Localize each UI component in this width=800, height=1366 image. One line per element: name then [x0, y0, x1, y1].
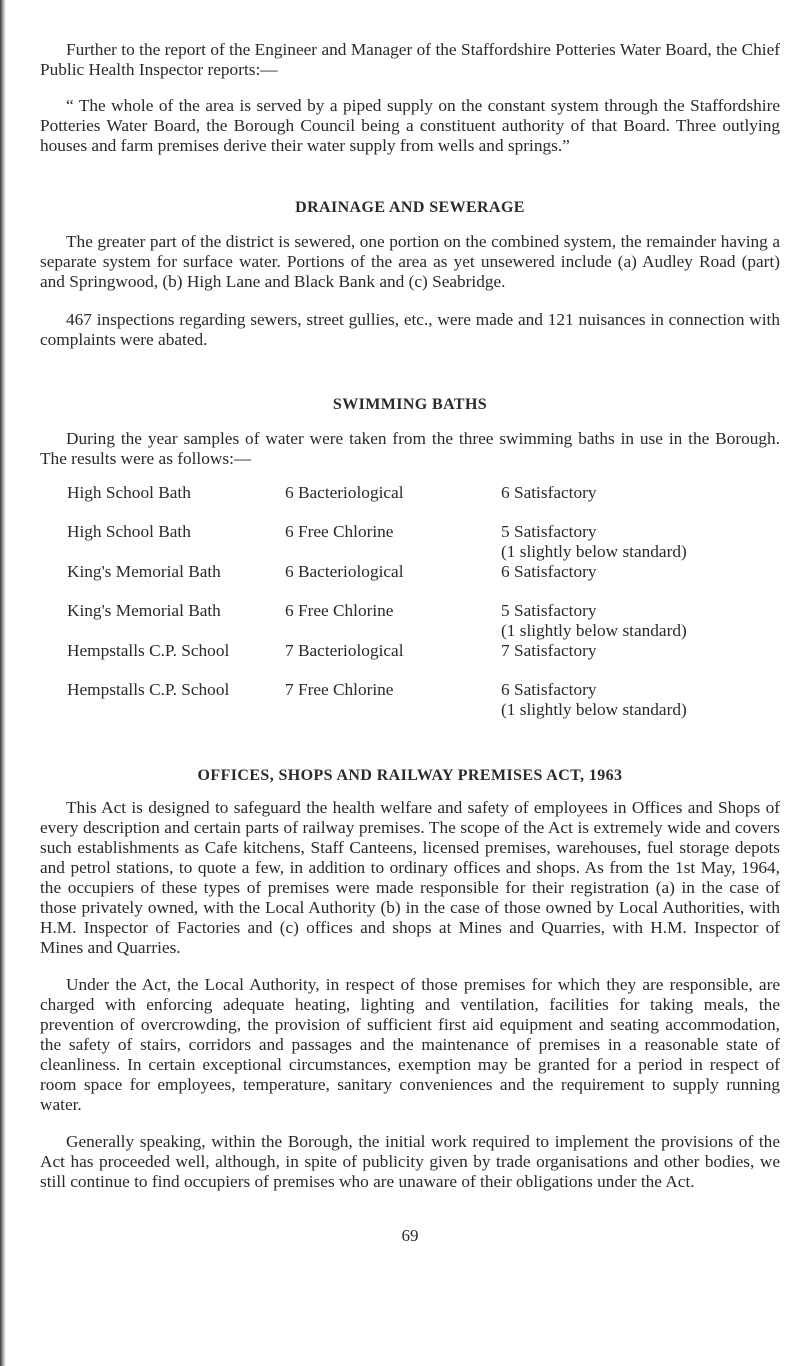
bath-name: High School Bath	[67, 483, 191, 502]
table-row	[67, 641, 687, 661]
test-result	[501, 641, 687, 661]
swimming-intro: During the year samples of water were taken from the three swimming baths in use in the Borough. The results were as follows:—	[40, 429, 780, 468]
table-row	[67, 661, 687, 720]
test-type: 6 Bacteriological	[285, 562, 404, 581]
result-text: 6 Satisfactory	[501, 680, 597, 699]
drainage-heading: DRAINAGE AND SEWERAGE	[295, 199, 525, 216]
result-text: 6 Satisfactory	[501, 483, 597, 502]
result-text: 5 Satisfactory	[501, 522, 597, 541]
table-row	[67, 582, 687, 641]
swimming-results-table	[67, 483, 687, 720]
drainage-paragraph-2: 467 inspections regarding sewers, street gullies, etc., were made and 121 nuisances in connection with complaints were abated.	[40, 310, 780, 349]
test-type: 6 Free Chlorine	[285, 601, 394, 620]
offices-paragraph-3: Generally speaking, within the Borough, the initial work required to implement the provisions of the Act has proceeded well, although, in spite of publicity given by trade organisations and other bodies, we still continue to find occupiers of premises who are unaware of their obligations under the Act.	[40, 1132, 780, 1191]
test-result	[501, 661, 687, 720]
result-note: (1 slightly below standard)	[501, 700, 687, 719]
test-result	[501, 483, 687, 503]
drainage-paragraph-1: The greater part of the district is sewered, one portion on the combined system, the remainder having a separate system for surface water. Portions of the area as yet unsewered include (a) Audley Road (part) and Springwood, (b) High Lane and Black Bank and (c) Seabridge.	[40, 232, 780, 291]
page-edge-shadow	[0, 0, 6, 1366]
test-type: 7 Bacteriological	[285, 641, 404, 660]
test-type: 7 Free Chlorine	[285, 680, 394, 699]
offices-heading: OFFICES, SHOPS AND RAILWAY PREMISES ACT, 1963	[197, 767, 623, 784]
result-text: 5 Satisfactory	[501, 601, 597, 620]
table-row	[67, 562, 687, 582]
bath-name: King's Memorial Bath	[67, 601, 221, 620]
test-result	[501, 503, 687, 562]
bath-name: High School Bath	[67, 522, 191, 541]
test-result	[501, 582, 687, 641]
test-result	[501, 562, 687, 582]
test-type: 6 Bacteriological	[285, 483, 404, 502]
swimming-heading: SWIMMING BATHS	[332, 396, 488, 413]
document-page	[40, 40, 780, 1246]
bath-name: King's Memorial Bath	[67, 562, 221, 581]
table-row	[67, 483, 687, 503]
offices-paragraph-2: Under the Act, the Local Authority, in respect of those premises for which they are responsible, are charged with enforcing adequate heating, lighting and ventilation, facilities for taking meals, the prevention of overcrowding, the provision of sufficient first aid equipment and seating accommodation, the safety of stairs, corridors and passages and the maintenance of premises in a reasonable state of cleanliness. In certain exceptional circumstances, exemption may be granted for a period in respect of room space for employees, temperature, sanitary conveniences and the requirement to supply running water.	[40, 975, 780, 1114]
intro-paragraph: Further to the report of the Engineer and Manager of the Staffordshire Potteries Water Board, the Chief Public Health Inspector reports:—	[40, 40, 780, 79]
result-note: (1 slightly below standard)	[501, 542, 687, 561]
water-supply-quote: “ The whole of the area is served by a piped supply on the constant system through the Staffordshire Potteries Water Board, the Borough Council being a constituent authority of that Board. Three outlying houses and farm premises derive their water supply from wells and springs.”	[40, 96, 780, 155]
table-row	[67, 503, 687, 562]
result-text: 6 Satisfactory	[501, 562, 597, 581]
page-number: 69	[401, 1226, 419, 1245]
test-type: 6 Free Chlorine	[285, 522, 394, 541]
bath-name: Hempstalls C.P. School	[67, 641, 230, 660]
bath-name: Hempstalls C.P. School	[67, 680, 230, 699]
result-text: 7 Satisfactory	[501, 641, 597, 660]
offices-paragraph-1: This Act is designed to safeguard the health welfare and safety of employees in Offices and Shops of every description and certain parts of railway premises. The scope of the Act is extremely wide and covers such establishments as Cafe kitchens, Staff Canteens, licensed premises, warehouses, fuel storage depots and petrol stations, to quote a few, in addition to ordinary offices and shops. As from the 1st May, 1964, the occupiers of these types of premises were made responsible for their registration (a) in the case of those privately owned, with the Local Authority (b) in the case of those owned by Local Authorities, with H.M. Inspector of Factories and (c) offices and shops at Mines and Quarries, with H.M. Inspector of Mines and Quarries.	[40, 798, 780, 957]
result-note: (1 slightly below standard)	[501, 621, 687, 640]
